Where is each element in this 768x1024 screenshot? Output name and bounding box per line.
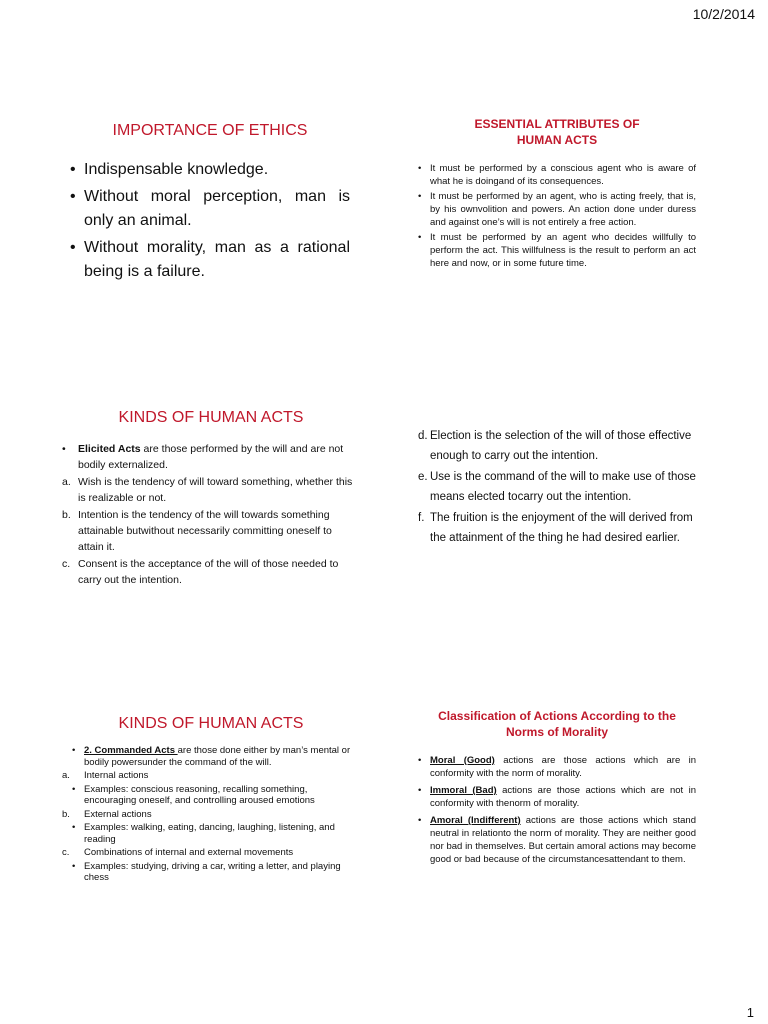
list-item: • Without morality, man as a rational being is a failure. — [70, 236, 350, 284]
slide-title: KINDS OF HUMAN ACTS — [118, 715, 304, 732]
item-text: actions are those actions which stand neutral in relationto the norm of morality. They are neither good nor bad in themselves. But certain amoral actions may become good or bad because of the circumstancesattendant to them. — [430, 815, 696, 865]
slide-title-line: Norms of Morality — [505, 725, 608, 739]
list-item — [418, 754, 696, 780]
list-marker: b. — [62, 509, 71, 521]
item-list — [62, 745, 360, 884]
item-text: actions are those actions which are not in conformity with thenorm of morality. — [430, 785, 697, 809]
list-item — [62, 809, 360, 821]
item-text: Wish is the tendency of will toward something, whether this is realizable or not. — [78, 476, 353, 504]
term: Elicited Acts — [78, 443, 141, 455]
page-date: 10/2/2014 — [692, 6, 755, 22]
list-item — [62, 556, 360, 588]
term: Moral (Good) — [430, 755, 495, 766]
item-text: Internal actions — [84, 770, 149, 781]
bullet-list — [418, 754, 696, 866]
list-item — [418, 427, 708, 466]
list-item — [418, 814, 696, 866]
list-marker: c. — [62, 558, 71, 570]
slide3-right — [418, 708, 696, 870]
term: Immoral (Bad) — [430, 785, 497, 796]
item-text: are those done either by man’s mental or bodily powersunder the command of the will. — [84, 745, 351, 768]
list-item — [62, 507, 360, 555]
slide-title: IMPORTANCE OF ETHICS — [112, 122, 308, 139]
list-marker: • — [72, 860, 76, 872]
list-marker: • — [72, 745, 76, 756]
slide-title-line: ESSENTIAL ATTRIBUTES OF — [474, 117, 640, 131]
slide-title — [418, 708, 696, 740]
list-marker: b. — [62, 808, 70, 820]
list-item — [418, 784, 696, 810]
list-item — [62, 784, 360, 807]
list-marker: • — [62, 443, 66, 455]
list-marker: e. — [418, 471, 428, 483]
slide-title-line: Classification of Actions According to the — [438, 709, 676, 723]
slide1-right — [418, 116, 696, 272]
list-marker: • — [72, 783, 76, 795]
list-marker: a. — [62, 476, 71, 488]
list-item: • It must be performed by a conscious agent who is aware of what he is doingand of its consequences. — [418, 162, 696, 188]
slide-title: KINDS OF HUMAN ACTS — [118, 409, 304, 426]
item-text: Combinations of internal and external movements — [84, 847, 294, 858]
slide2-right — [418, 427, 708, 550]
list-marker: c. — [62, 847, 70, 858]
item-list — [62, 441, 360, 588]
item-text: Intention is the tendency of the will towards something attainable butwithout necessarily committing oneself to attain it. — [78, 509, 332, 553]
slide1-left — [70, 122, 350, 287]
list-marker: • — [72, 822, 76, 833]
item-list — [418, 427, 708, 548]
item-text: Examples: studying, driving a car, writing a letter, and playing chess — [84, 860, 341, 883]
list-item — [62, 474, 360, 506]
slide2-left — [62, 409, 360, 589]
item-text: Examples: walking, eating, dancing, laughing, listening, and reading — [84, 822, 335, 845]
item-text: actions are those actions which are in conformity with the norm of morality. — [430, 755, 697, 779]
bullet-list — [70, 158, 350, 284]
list-item: • It must be performed by an agent who decides willfully to perform the act. This willfulness is the result to perform an act here and now, or in some future time. — [418, 231, 696, 270]
slide-title-line: HUMAN ACTS — [516, 133, 598, 147]
list-item — [62, 770, 360, 782]
item-text: The fruition is the enjoyment of the will derived from the attainment of the thing he had desired earlier. — [430, 512, 693, 544]
list-item — [62, 441, 360, 473]
list-item — [62, 822, 360, 845]
list-item — [62, 745, 360, 768]
list-item — [62, 861, 360, 884]
list-item — [418, 509, 708, 548]
bullet-list — [418, 162, 696, 270]
item-text: Consent is the acceptance of the will of those needed to carry out the intention. — [78, 558, 339, 586]
list-item: • Indispensable knowledge. — [70, 158, 350, 182]
term: Amoral (Indifferent) — [430, 815, 521, 826]
list-item: • Without moral perception, man is only an animal. — [70, 185, 350, 233]
list-marker: a. — [62, 770, 70, 781]
page-number: 1 — [746, 1005, 754, 1020]
list-marker: f. — [418, 512, 425, 524]
term: 2. Commanded Acts — [84, 745, 178, 756]
list-marker: d. — [418, 430, 428, 442]
item-text: are those performed by the will and are not bodily externalized. — [78, 443, 344, 471]
list-item — [418, 468, 708, 507]
slide-title — [418, 116, 696, 148]
slide3-left — [62, 715, 360, 886]
item-text: Examples: conscious reasoning, recalling something, encouraging oneself, and controlling aroused emotions — [84, 783, 315, 806]
item-text: Use is the command of the will to make use of those means elected tocarry out the intention. — [430, 471, 696, 503]
list-item — [62, 847, 360, 859]
item-text: External actions — [84, 808, 152, 820]
list-item: • It must be performed by an agent, who is acting freely, that is, by his ownvolition and powers. An action done under duress and against one’s will is not entirely a free action. — [418, 190, 696, 229]
item-text: Election is the selection of the will of those effective enough to carry out the intention. — [430, 430, 692, 462]
